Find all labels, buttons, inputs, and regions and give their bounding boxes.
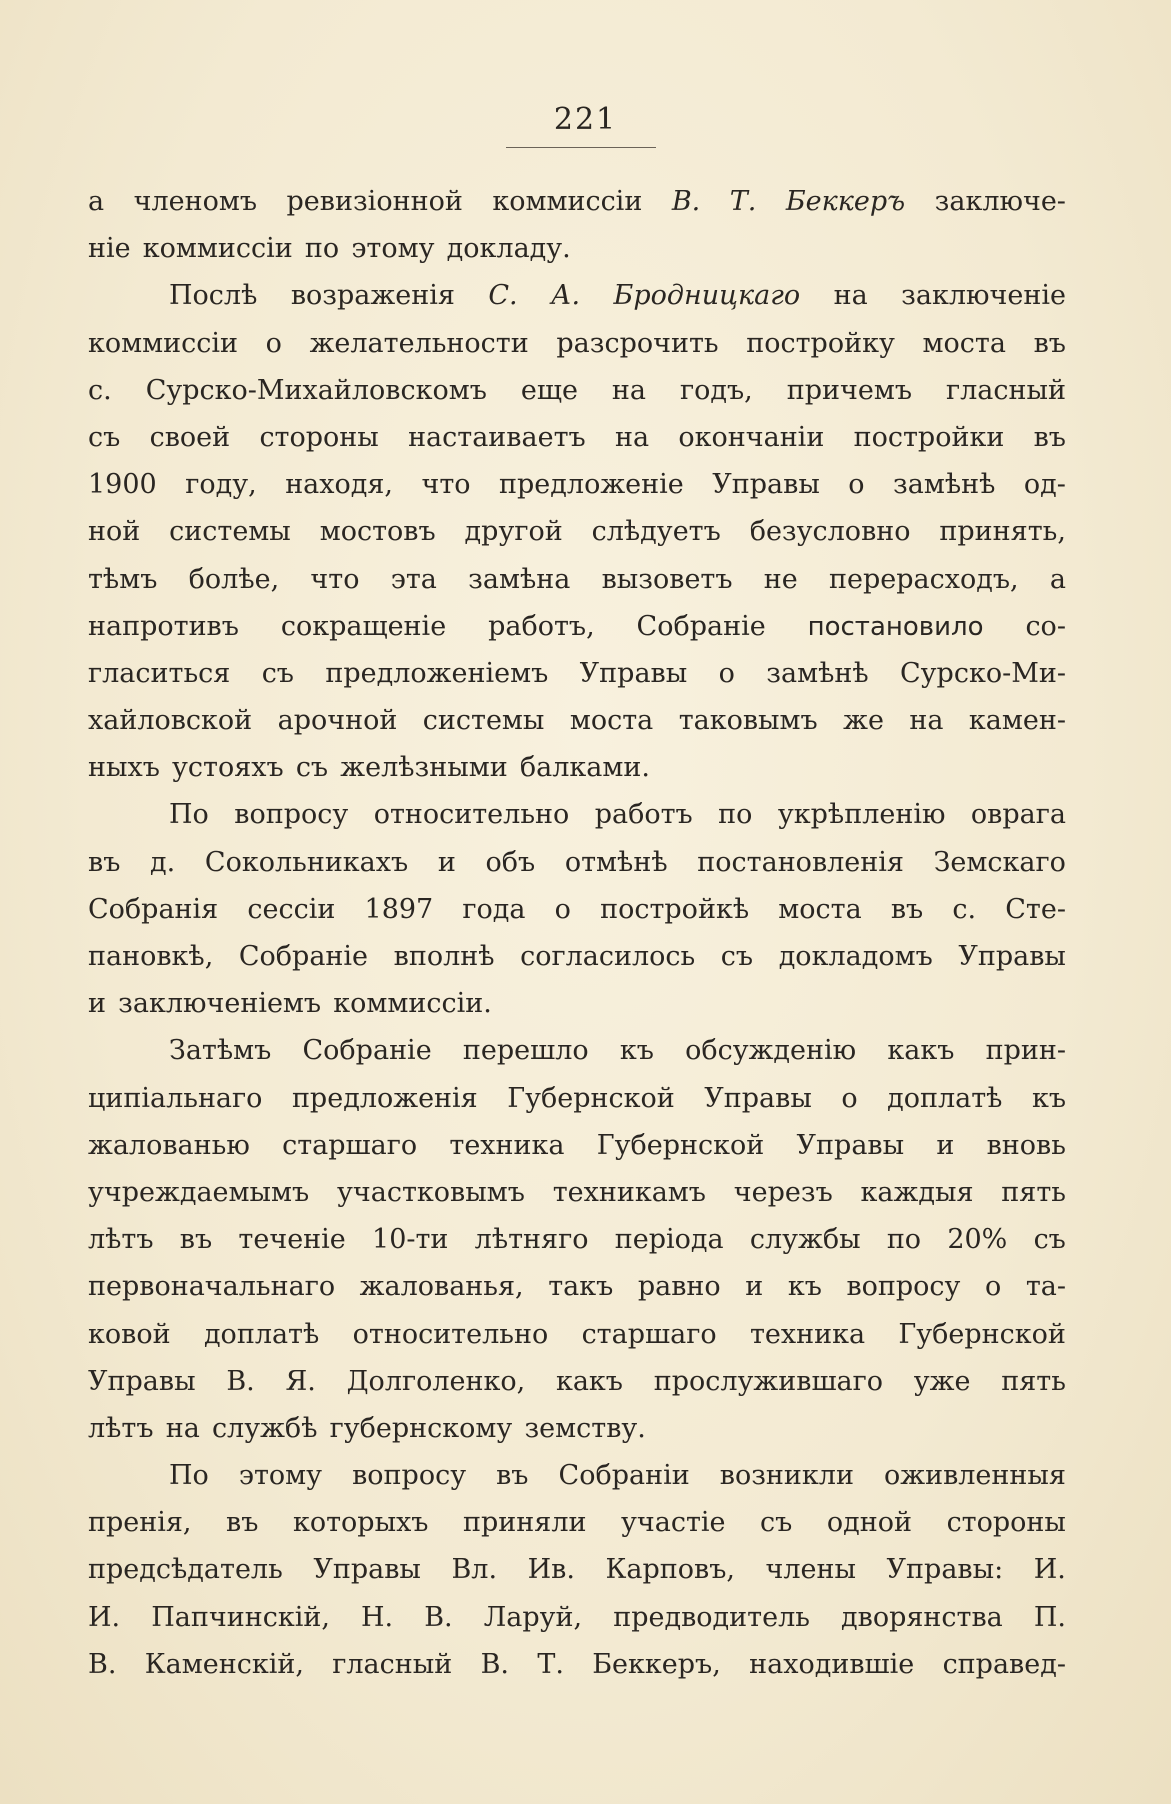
- word: съ: [295, 752, 329, 784]
- word: о: [554, 893, 571, 925]
- word: по: [886, 1224, 922, 1256]
- word: предводитель: [613, 1601, 810, 1633]
- word: что: [421, 469, 471, 501]
- text-line: [88, 886, 1066, 933]
- word: на: [833, 280, 868, 312]
- word: Управы: [579, 657, 688, 689]
- word: оживленныя: [883, 1460, 1066, 1492]
- word: своей: [149, 421, 231, 453]
- word: по: [718, 799, 753, 831]
- text-line: [88, 367, 1066, 414]
- word: заключеніемъ: [118, 988, 322, 1020]
- word: Я.: [285, 1365, 316, 1397]
- word: жалованью: [88, 1129, 250, 1161]
- word: какъ: [887, 1035, 955, 1067]
- word: а: [1049, 563, 1066, 595]
- word: по: [304, 233, 340, 265]
- word: члены: [765, 1554, 856, 1586]
- text-line: [88, 1027, 1066, 1074]
- text-line: [88, 1216, 1066, 1263]
- word: Папчинскій,: [151, 1601, 330, 1633]
- text-line: [88, 1075, 1066, 1122]
- word: на: [611, 374, 646, 406]
- text-line: [88, 933, 1066, 980]
- word: членомъ: [133, 186, 258, 217]
- word: пять: [1001, 1365, 1066, 1397]
- word: на: [614, 421, 650, 453]
- word: И.: [1033, 1554, 1066, 1586]
- word: коммиссіи.: [333, 988, 492, 1020]
- word: В.: [88, 1648, 117, 1680]
- word: вызоветъ: [601, 563, 733, 595]
- word: и: [745, 1271, 764, 1303]
- word: съ: [88, 421, 121, 453]
- word: с.: [88, 374, 112, 406]
- word: такъ: [548, 1271, 614, 1303]
- text-line: [88, 839, 1066, 886]
- word: Губернской: [898, 1318, 1066, 1350]
- word: гласный: [946, 374, 1066, 406]
- word: Губернской: [596, 1129, 765, 1161]
- word: на: [165, 1412, 200, 1444]
- word: предсѣдатель: [88, 1554, 283, 1586]
- word: черезъ: [733, 1176, 833, 1208]
- word: къ: [787, 1271, 822, 1303]
- text-line: [88, 1594, 1066, 1641]
- word: Управы:: [886, 1554, 1004, 1586]
- word: въ: [496, 1460, 529, 1492]
- word: и: [88, 988, 106, 1020]
- word: 1900: [88, 469, 157, 501]
- word: причемъ: [786, 374, 913, 406]
- word: съ: [720, 941, 754, 972]
- word: находя,: [285, 469, 394, 501]
- word: В.: [226, 1365, 255, 1397]
- word: гласиться: [88, 657, 231, 689]
- word: замѣнѣ: [893, 469, 996, 501]
- word: прин-: [985, 1035, 1066, 1067]
- word: камен-: [968, 705, 1066, 737]
- word: П.: [1033, 1601, 1066, 1633]
- word: въ: [179, 1224, 213, 1256]
- word: Послѣ: [169, 280, 258, 312]
- word: къ: [619, 1035, 654, 1067]
- text-line: [88, 272, 1066, 319]
- word: предложеніе: [499, 469, 684, 501]
- word: что: [310, 563, 360, 595]
- word: Вл.: [451, 1554, 498, 1586]
- word: года: [462, 893, 526, 925]
- word: обсужденію: [685, 1035, 857, 1067]
- word: Затѣмъ: [169, 1035, 272, 1067]
- text-line: [88, 461, 1066, 508]
- word: постановленія: [697, 846, 904, 878]
- word: постройки: [853, 421, 1005, 453]
- word: въ: [1033, 421, 1066, 453]
- italic-word: Беккеръ: [785, 186, 906, 217]
- word: замѣнѣ: [766, 657, 869, 689]
- word: къ: [1031, 1082, 1066, 1114]
- word: техника: [749, 1318, 866, 1350]
- word: Управы: [796, 1129, 905, 1161]
- word: перешло: [462, 1035, 589, 1067]
- word: желательности: [309, 327, 529, 359]
- word: пренія,: [88, 1507, 192, 1539]
- word: По: [169, 1460, 209, 1492]
- word: окончаніи: [678, 421, 825, 453]
- word: Губернской: [507, 1082, 675, 1114]
- word: болѣе,: [188, 563, 280, 595]
- word: земству.: [524, 1412, 646, 1444]
- text-line: [88, 508, 1066, 555]
- word: Управы: [712, 469, 820, 501]
- word: слѣдуетъ: [591, 516, 721, 548]
- word: возраженія: [290, 280, 455, 312]
- word: замѣна: [468, 563, 571, 595]
- word: коммиссіи: [142, 233, 293, 265]
- word: пять: [1001, 1176, 1066, 1208]
- word: находившіе: [749, 1648, 915, 1680]
- word: ныхъ: [88, 752, 160, 784]
- word: вопросу: [846, 1271, 961, 1303]
- word: д.: [150, 846, 176, 878]
- word: участіе: [621, 1507, 726, 1539]
- word: устояхъ: [172, 752, 284, 784]
- word: пановкѣ,: [88, 941, 214, 972]
- word: 10-ти: [372, 1224, 449, 1256]
- word: дворянства: [841, 1601, 1003, 1633]
- word: участковымъ: [337, 1176, 525, 1208]
- word: работъ: [594, 799, 693, 831]
- body-text: [88, 178, 1066, 1688]
- text-line: [88, 1358, 1066, 1405]
- word: Управы: [88, 1365, 196, 1397]
- word: гласный: [332, 1648, 453, 1680]
- word: Ларуй,: [483, 1601, 583, 1633]
- word: съ: [261, 657, 294, 689]
- word: постройкѣ: [600, 893, 750, 925]
- italic-word: Бродницкаго: [613, 280, 801, 312]
- italic-word: С.: [488, 280, 518, 312]
- word: В.: [480, 1648, 509, 1680]
- word: объ: [485, 846, 536, 878]
- word: Т.: [537, 1648, 564, 1680]
- page-number: 221: [553, 102, 618, 137]
- word: службы: [749, 1224, 861, 1256]
- word: и: [437, 846, 456, 878]
- word: доплатѣ: [887, 1082, 1003, 1114]
- word: прослужившаго: [653, 1365, 884, 1397]
- word: предложеніемъ: [325, 657, 549, 689]
- word: Сте-: [1005, 893, 1066, 925]
- word: системы: [422, 705, 545, 737]
- word: этому: [238, 1460, 323, 1492]
- word: докладу.: [446, 233, 571, 265]
- text-line: [88, 1169, 1066, 1216]
- word: лѣтъ: [88, 1224, 154, 1256]
- word: годъ,: [679, 374, 753, 406]
- italic-word: Т.: [729, 186, 757, 217]
- word: вновь: [986, 1129, 1066, 1161]
- word: о: [985, 1271, 1002, 1303]
- word: Карповъ,: [605, 1554, 735, 1586]
- word: арочной: [277, 705, 398, 737]
- word: справед-: [942, 1648, 1066, 1680]
- word: системы: [169, 516, 291, 548]
- word: моста: [922, 327, 1006, 359]
- word: отмѣнѣ: [564, 846, 668, 878]
- word: Сурско-Ми-: [900, 657, 1066, 689]
- text-line: [88, 744, 1066, 791]
- word: перерасходъ,: [829, 563, 1019, 595]
- word: Управы: [958, 941, 1066, 972]
- word: періода: [614, 1224, 724, 1256]
- word: таковымъ: [678, 705, 818, 737]
- word: 1897: [364, 893, 434, 925]
- word: коммиссіи: [492, 186, 643, 217]
- word: По: [169, 799, 209, 831]
- word: ципіальнаго: [88, 1082, 263, 1114]
- text-line: [88, 225, 1066, 272]
- word: сессіи: [247, 893, 336, 925]
- word: въ: [1033, 327, 1066, 359]
- word: не: [763, 563, 798, 595]
- word: службѣ: [211, 1412, 318, 1444]
- word: Долголенко,: [346, 1365, 526, 1397]
- text-line: [88, 1641, 1066, 1688]
- word: 20%: [947, 1224, 1008, 1256]
- word: какъ: [555, 1365, 623, 1397]
- word: въ: [226, 1507, 259, 1539]
- word: съ: [1033, 1224, 1066, 1256]
- word: лѣтъ: [88, 1412, 154, 1444]
- word: вопросу: [352, 1460, 467, 1492]
- word: моста: [569, 705, 654, 737]
- text-line: [88, 1499, 1066, 1546]
- text-line: [88, 1122, 1066, 1169]
- header-rule: [506, 147, 656, 148]
- word: Управы: [313, 1554, 421, 1586]
- word: губернскому: [329, 1412, 513, 1444]
- word: предложенія: [291, 1082, 478, 1114]
- word: заключеніе: [901, 280, 1066, 312]
- word: учреждаемымъ: [88, 1176, 310, 1208]
- word: которыхъ: [292, 1507, 429, 1539]
- word: сокращеніе: [280, 610, 447, 642]
- word: хайловской: [88, 705, 253, 737]
- word: ной: [88, 516, 141, 548]
- word: а: [88, 186, 105, 217]
- text-line: [88, 603, 1066, 650]
- word: постройку: [746, 327, 895, 359]
- word: моста: [778, 893, 862, 925]
- text-line: [88, 697, 1066, 744]
- word: Каменскій,: [144, 1648, 304, 1680]
- text-line: [88, 1405, 1066, 1452]
- word: жалованья,: [359, 1271, 524, 1303]
- word: и: [936, 1129, 955, 1161]
- word: И.: [88, 1601, 121, 1633]
- word: оврага: [970, 799, 1066, 831]
- text-line: [88, 980, 1066, 1027]
- word: Управы: [704, 1082, 812, 1114]
- word: еще: [520, 374, 578, 406]
- word: о: [841, 1082, 858, 1114]
- word: од-: [1023, 469, 1066, 501]
- word: принять,: [939, 516, 1066, 548]
- word: Собранія: [88, 893, 219, 925]
- word: ревизіонной: [286, 186, 463, 217]
- word: Собраніе: [636, 610, 766, 642]
- word: ніе: [88, 233, 131, 265]
- text-line: [88, 320, 1066, 367]
- word: Сокольникахъ: [204, 846, 409, 878]
- word: Н.: [361, 1601, 394, 1633]
- word: старшаго: [581, 1318, 717, 1350]
- word: каждыя: [860, 1176, 974, 1208]
- word: съ: [760, 1507, 793, 1539]
- word: одной: [826, 1507, 913, 1539]
- text-line: [88, 556, 1066, 603]
- word: мостовъ: [319, 516, 436, 548]
- emphasis-word: постановило: [807, 611, 984, 642]
- word: относительно: [373, 799, 570, 831]
- word: Собраніе: [302, 1035, 432, 1067]
- word: стороны: [946, 1507, 1066, 1539]
- word: другой: [464, 516, 563, 548]
- word: желѣзными: [340, 752, 508, 784]
- word: Ив.: [527, 1554, 575, 1586]
- word: согласилось: [520, 941, 696, 972]
- word: техника: [449, 1129, 565, 1161]
- text-line: [88, 178, 1066, 225]
- word: о: [718, 657, 735, 689]
- word: Собраніе: [238, 941, 369, 972]
- word: заключе-: [934, 186, 1066, 217]
- text-line: [88, 650, 1066, 697]
- word: та-: [1025, 1271, 1066, 1303]
- word: первоначальнаго: [88, 1271, 336, 1303]
- word: ковой: [88, 1318, 171, 1350]
- word: с.: [952, 893, 977, 925]
- word: укрѣпленію: [777, 799, 946, 831]
- text-line: [88, 1546, 1066, 1593]
- word: старшаго: [282, 1129, 418, 1161]
- word: балками.: [519, 752, 650, 784]
- word: о: [265, 327, 282, 359]
- word: относительно: [352, 1318, 549, 1350]
- word: въ: [88, 846, 121, 878]
- italic-word: А.: [551, 280, 581, 312]
- word: техникамъ: [552, 1176, 706, 1208]
- word: эта: [390, 563, 437, 595]
- text-line: [88, 791, 1066, 838]
- word: докладомъ: [778, 941, 933, 972]
- word: доплатѣ: [203, 1318, 320, 1350]
- text-line: [88, 1452, 1066, 1499]
- word: на: [909, 705, 944, 737]
- word: вполнѣ: [393, 941, 495, 972]
- text-line: [88, 1311, 1066, 1358]
- word: равно: [637, 1271, 721, 1303]
- word: лѣтняго: [474, 1224, 589, 1256]
- word: вопросу: [234, 799, 349, 831]
- word: о: [848, 469, 865, 501]
- word: возникли: [719, 1460, 854, 1492]
- word: работъ,: [488, 610, 595, 642]
- word: напротивъ: [88, 610, 239, 642]
- word: уже: [913, 1365, 971, 1397]
- word: безусловно: [749, 516, 911, 548]
- text-line: [88, 1263, 1066, 1310]
- text-line: [88, 414, 1066, 461]
- word: въ: [890, 893, 924, 925]
- word: коммиссіи: [88, 327, 239, 359]
- word: же: [843, 705, 884, 737]
- word: Земскаго: [933, 846, 1066, 878]
- italic-word: В.: [671, 186, 701, 217]
- word: приняли: [463, 1507, 587, 1539]
- word: настаиваетъ: [408, 421, 586, 453]
- word: Беккеръ,: [592, 1648, 721, 1680]
- word: Сурско-Михайловскомъ: [145, 374, 487, 406]
- word: со-: [1025, 610, 1066, 642]
- word: теченіе: [238, 1224, 346, 1256]
- word: разсрочить: [556, 327, 719, 359]
- word: году,: [185, 469, 257, 501]
- word: В.: [424, 1601, 453, 1633]
- word: тѣмъ: [88, 563, 158, 595]
- word: этому: [351, 233, 435, 265]
- word: Собраніи: [558, 1460, 690, 1492]
- word: стороны: [259, 421, 379, 453]
